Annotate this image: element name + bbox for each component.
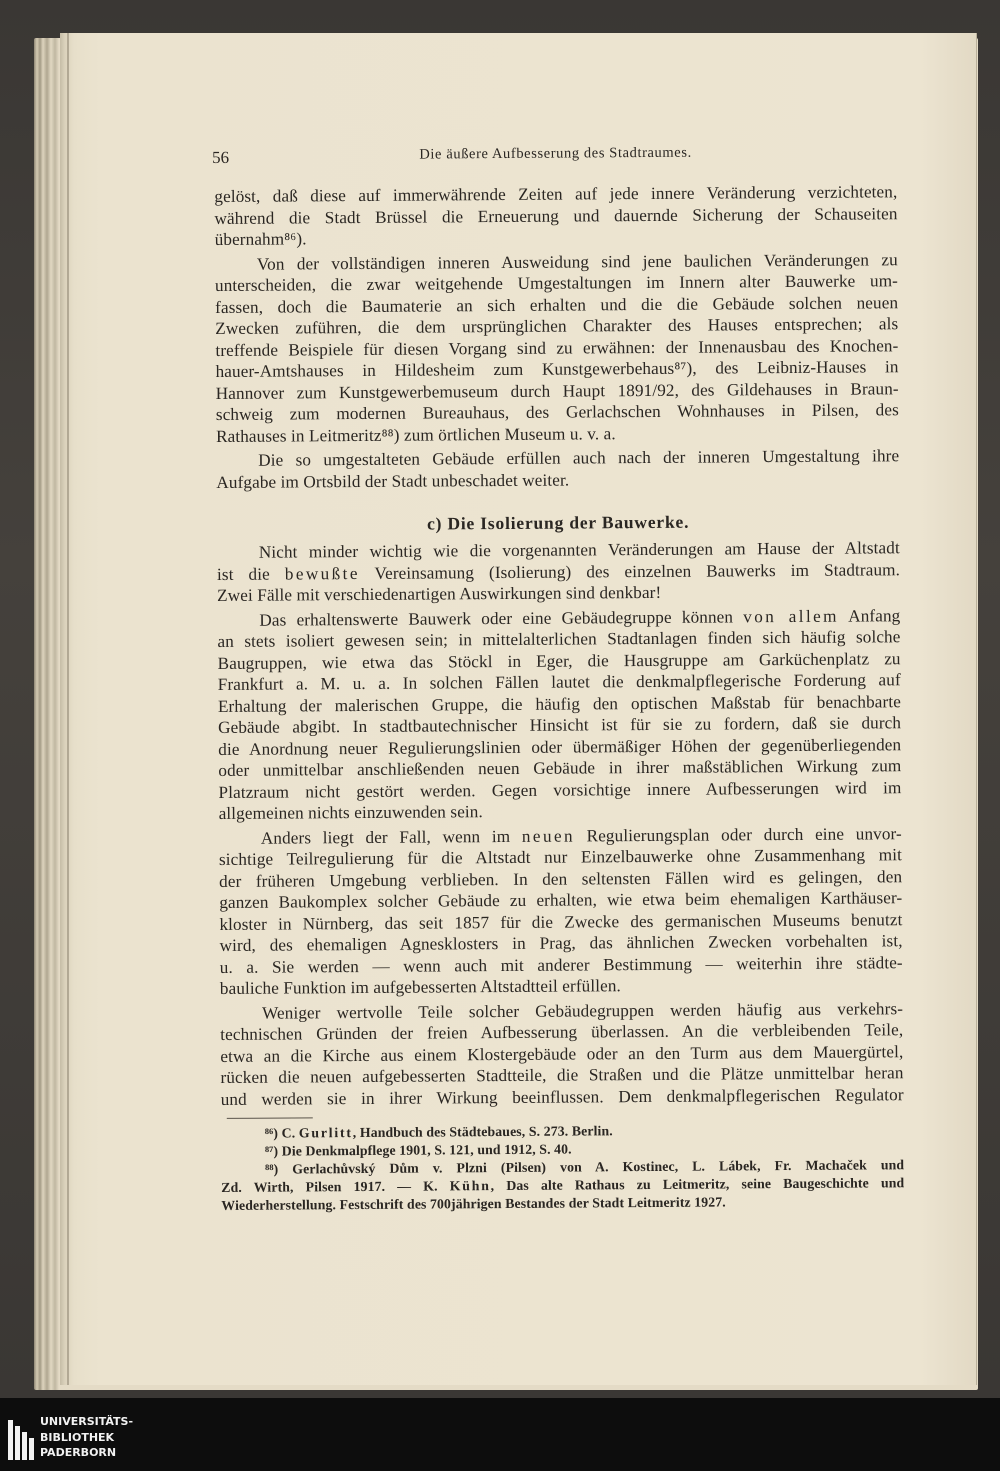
paragraph <box>219 823 903 1000</box>
text-segment: , Das alte Rathaus zu Leitmeritz, seine Baugeschichte und <box>490 1175 905 1194</box>
text-line: Erhaltung der malerischen Gruppe, die häufig den optischen Maßstab für benachbarte <box>217 691 901 716</box>
text-line: treffende Beispiele für diesen Vorgang sind zu erwähnen: der Innenausbau des Knochen- <box>215 335 899 360</box>
text-line: kloster in Nürnberg, das seit 1857 für die Zwecke des germanischen Museums benutzt <box>219 909 903 934</box>
section-heading: c) Die Isolierung der Bauwerke. <box>426 511 690 534</box>
text-line: schweig zum modernen Bureauhaus, des Gerlachschen Wohnhauses in Pilsen, des <box>215 400 899 424</box>
library-logo-text <box>40 1414 133 1461</box>
running-header <box>214 141 897 170</box>
text-line: Gebäude abgibt. In stadtbautechnischer Hinsicht ist für sie zu fordern, daß sie durch <box>217 713 902 737</box>
body-text <box>214 181 903 1110</box>
paragraph <box>217 605 901 825</box>
text-segment: Zd. Wirth, Pilsen 1917. — K. <box>221 1178 450 1195</box>
footnotes <box>221 1120 905 1215</box>
text-line: Von der vollständigen inneren Ausweidung sind jene baulichen Veränderungen zu <box>256 249 898 274</box>
text-line: der früheren Umgebung verblieben. In den seltensten Fällen wird es gelingen, den <box>219 866 903 891</box>
text-line: Frankfurt a. M. u. a. In solchen Fällen lautet die denkmalpflegerische Forderung auf <box>217 670 901 694</box>
text-segment: Vereinsamung (Isolierung) des einzelnen Bauwerks im Stadtraum. <box>359 559 901 583</box>
text-line: ⁸⁷) Die Denkmalpflege 1901, S. 121, und 1912, S. 40. <box>264 1141 572 1159</box>
spaced-text: neuen <box>521 825 575 846</box>
text-segment: ist die <box>216 564 285 584</box>
library-logo-bar <box>0 1398 1000 1471</box>
text-segment: ⁸⁶) C. <box>264 1125 299 1141</box>
library-logo-line: PADERBORN <box>40 1446 117 1459</box>
text-line: Hannover zum Kunstgewerbemuseum durch Haupt 1891/92, des Gildehauses in Braun- <box>215 378 899 403</box>
text-line: u. a. Sie werden — wenn auch mit anderer Bestimmung — weiterhin ihre städte- <box>219 952 903 977</box>
text-line: Nicht minder wichtig wie die vorgenannten Veränderungen am Hause der Altstadt <box>258 538 900 562</box>
text-line: oder unmittelbar anschließenden neuen Gebäude in ihrer maßstäblichen Wirkung zum <box>218 756 902 780</box>
text-line: Weniger wertvolle Teile solcher Gebäudegruppen werden häufig aus verkehrs- <box>261 998 904 1023</box>
text-segment: Das erhaltenswerte Bauwerk oder eine Gebäudegruppe können <box>259 606 744 630</box>
page-text-block <box>214 141 904 1215</box>
library-logo-line: BIBLIOTHEK <box>40 1430 115 1444</box>
text-line: technischen Gründen der freien Aufbesserung überlassen. An die verbleibenden Teile, <box>220 1020 904 1044</box>
library-logo-icon <box>7 1418 35 1462</box>
text-line: unterscheiden, die zwar weitgehende Umgestaltungen im Innern alter Bauwerke um- <box>214 271 899 295</box>
paragraph <box>214 181 897 250</box>
paragraph <box>216 445 899 493</box>
text-line: Rathauses in Leitmeritz⁸⁸) zum örtlichen Museum u. v. a. <box>215 423 616 446</box>
text-line: gelöst, daß diese auf immerwährende Zeiten auf jede innere Veränderung verzichteten, <box>214 182 898 206</box>
spaced-text: Gurlitt <box>298 1125 353 1141</box>
text-segment: Regulierungsplan oder durch eine unvor- <box>574 823 902 845</box>
text-line: Die so umgestalteten Gebäude erfüllen auch nach der inneren Umgestaltung ihre <box>258 446 900 470</box>
text-line: ⁸⁸) Gerlachůvský Dům v. Plzni (Pilsen) von A. Kostinec, L. Lábek, Fr. Machaček und <box>265 1157 905 1177</box>
spaced-text: von allem <box>743 606 839 626</box>
text-line: sichtige Teilregulierung für die Altstadt nur Einzelbauwerke ohne Zusammenhang mit <box>218 845 903 869</box>
text-line: Baugruppen, wie etwa das Stöckl in Eger, die Hausgruppe am Garküchenplatz zu <box>217 648 901 673</box>
text-line: etwa an die Kirche aus einem Klostergebäude oder an den Turm aus dem Mauergürtel, <box>220 1041 904 1066</box>
text-segment: Anders liegt der Fall, wenn im <box>260 826 522 848</box>
text-line: übernahm⁸⁶). <box>214 229 307 249</box>
running-title: Die äußere Aufbesserung des Stadtraumes. <box>419 144 692 163</box>
text-line: und werden sie in ihrer Wirkung beeinflussen. Dem denkmalpflegerischen Regulator <box>220 1084 904 1109</box>
gutter-fold <box>67 33 69 1385</box>
text-line: allgemeinen nichts einzuwenden sein. <box>218 802 483 823</box>
text-line: an stets isoliert gewesen sein; in mittelalterlichen Stadtanlagen finden sich häufig solche <box>217 627 901 651</box>
text-line: Aufgabe im Ortsbild der Stadt unbeschadet weiter. <box>216 470 570 492</box>
footnote-rule <box>227 1117 313 1119</box>
text-line: Wiederherstellung. Festschrift des 700jährigen Bestandes der Stadt Leitmeritz 1927. <box>221 1194 726 1213</box>
text-line: ganzen Baukomplex solcher Gebäude zu erhalten, wie etwa beim ehemaligen Karthäuser- <box>219 888 903 912</box>
text-line: Zwei Fälle mit verschiedenartigen Auswirkungen sind denkbar! <box>217 582 662 605</box>
text-line: die Anordnung neuer Regulierungslinien oder übermäßiger Höhen der gegenüberliegenden <box>218 734 902 759</box>
footnote <box>221 1156 904 1215</box>
text-segment: , Handbuch des Städtebaues, S. 273. Berlin. <box>352 1123 613 1141</box>
text-line: während die Stadt Brüssel die Erneuerung und dauernde Sicherung der Schauseiten <box>214 203 898 228</box>
paragraph <box>220 998 904 1110</box>
spaced-text: Kühn <box>449 1178 491 1194</box>
text-line: hauer-Amtshauses in Hildesheim zum Kunstgewerbehaus⁸⁷), des Leibniz-Hauses in <box>215 357 899 381</box>
text-line: wird, des ehemaligen Agnesklosters in Prag, das ähnlichen Zwecken vorbehalten ist, <box>219 931 903 955</box>
text-line: Platzraum nicht gestört werden. Gegen vorsichtige innere Aufbesserungen wird im <box>218 777 902 802</box>
text-line: Zwecken zuführen, die dem ursprünglichen Charakter des Hauses entsprechen; als <box>215 314 899 338</box>
paragraph <box>217 537 900 606</box>
text-segment: Anfang <box>838 605 901 626</box>
text-line: rücken die neuen aufgebesserten Stadtteile, die Straßen und die Plätze unmittelbar heran <box>220 1063 904 1087</box>
paragraph <box>215 249 899 447</box>
text-line: fassen, doch die Baumaterie an sich erhalten und die die Gebäude solchen neuen <box>215 292 899 317</box>
page-number: 56 <box>212 147 230 168</box>
spaced-text: bewußte <box>284 563 360 584</box>
library-logo-line: UNIVERSITÄTS- <box>40 1415 134 1428</box>
text-line: bauliche Funktion im aufgebesserten Altstadtteil erfüllen. <box>219 976 621 998</box>
